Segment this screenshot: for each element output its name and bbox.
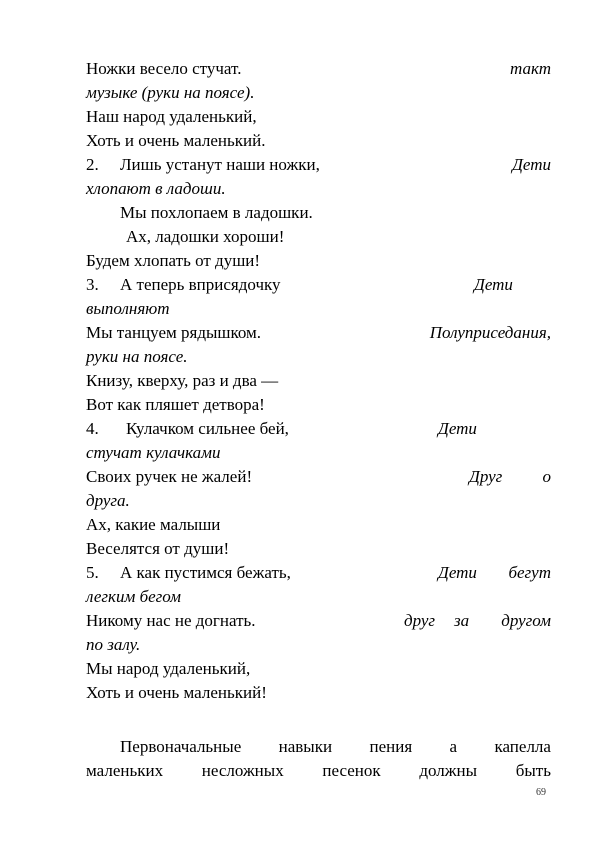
paragraph-word: песенок: [322, 761, 381, 780]
stage-direction: стучат кулачками: [86, 443, 221, 462]
stage-direction: друга.: [86, 491, 130, 510]
verse-number: 4.: [86, 419, 99, 438]
poem-line: Веселятся от души!: [86, 539, 230, 558]
verse-number: 5.: [86, 563, 99, 582]
stage-direction: Дети: [438, 419, 477, 438]
poem-line: Ах, ладошки хороши!: [126, 227, 285, 246]
verse-number: 3.: [86, 275, 99, 294]
poem-line: [86, 57, 551, 81]
stage-direction: Друг: [469, 467, 503, 486]
poem-line: Будем хлопать от души!: [86, 251, 261, 270]
stage-direction: Дети: [512, 155, 551, 174]
stage-direction: бегут: [508, 563, 551, 582]
paragraph-word: быть: [515, 761, 551, 780]
poem-text: Лишь устанут наши ножки,: [120, 155, 320, 174]
poem-line: Вот как пляшет детвора!: [86, 395, 265, 414]
poem-text: А как пустимся бежать,: [120, 563, 291, 582]
verse-number: 2.: [86, 155, 99, 174]
paragraph-line: [86, 759, 551, 783]
stage-direction: Полуприседания,: [429, 323, 551, 342]
poem-line: Ах, какие малыши: [86, 515, 221, 534]
poem-line: Мы народ удаленький,: [86, 659, 251, 678]
poem-line: Хоть и очень маленький.: [86, 131, 266, 150]
poem-text: А теперь вприсядочку: [120, 275, 281, 294]
poem-line: Хоть и очень маленький!: [86, 683, 267, 702]
poem-line: [86, 561, 551, 585]
paragraph-word: капелла: [494, 737, 551, 756]
paragraph-word: а: [449, 737, 458, 756]
stage-direction: по залу.: [86, 635, 141, 654]
stage-direction: другом: [501, 611, 551, 630]
stage-direction: друг: [404, 611, 436, 630]
poem-text: Своих ручек не жалей!: [86, 467, 253, 486]
paragraph-word: должны: [419, 761, 477, 780]
paragraph-word: пения: [369, 737, 413, 756]
paragraph-word: навыки: [278, 737, 333, 756]
poem-text: Мы танцуем рядышком.: [86, 323, 262, 342]
poem-line: [86, 153, 551, 177]
stage-direction: выполняют: [86, 299, 170, 318]
poem-text: Ножки весело стучат.: [86, 59, 242, 78]
stage-direction: хлопают в ладоши.: [86, 179, 226, 198]
poem-text: Никому нас не догнать.: [86, 611, 256, 630]
poem-text: Кулачком сильнее бей,: [126, 419, 289, 438]
stage-direction: такт: [510, 59, 551, 78]
poem-line: [86, 321, 551, 345]
stage-direction: музыке (руки на поясе).: [86, 83, 255, 102]
stage-direction: руки на поясе.: [86, 347, 188, 366]
poem-line: [86, 465, 551, 489]
stage-direction: за: [454, 611, 470, 630]
paragraph-word: Первоначальные: [120, 737, 242, 756]
poem-line: Мы похлопаем в ладошки.: [120, 203, 313, 222]
stage-direction: Дети: [438, 563, 477, 582]
page-number: 69: [536, 787, 546, 798]
poem-line: [86, 417, 551, 441]
poem-line: [86, 609, 551, 633]
poem-line: Книзу, кверху, раз и два —: [86, 371, 279, 390]
paragraph-line: [120, 735, 551, 759]
stage-direction: легким бегом: [86, 587, 181, 606]
stage-direction: Дети: [474, 275, 513, 294]
paragraph-word: маленьких: [86, 761, 164, 780]
poem-line: Наш народ удаленький,: [86, 107, 257, 126]
stage-direction: о: [542, 467, 551, 486]
poem-line: [86, 273, 551, 297]
paragraph-word: несложных: [201, 761, 284, 780]
